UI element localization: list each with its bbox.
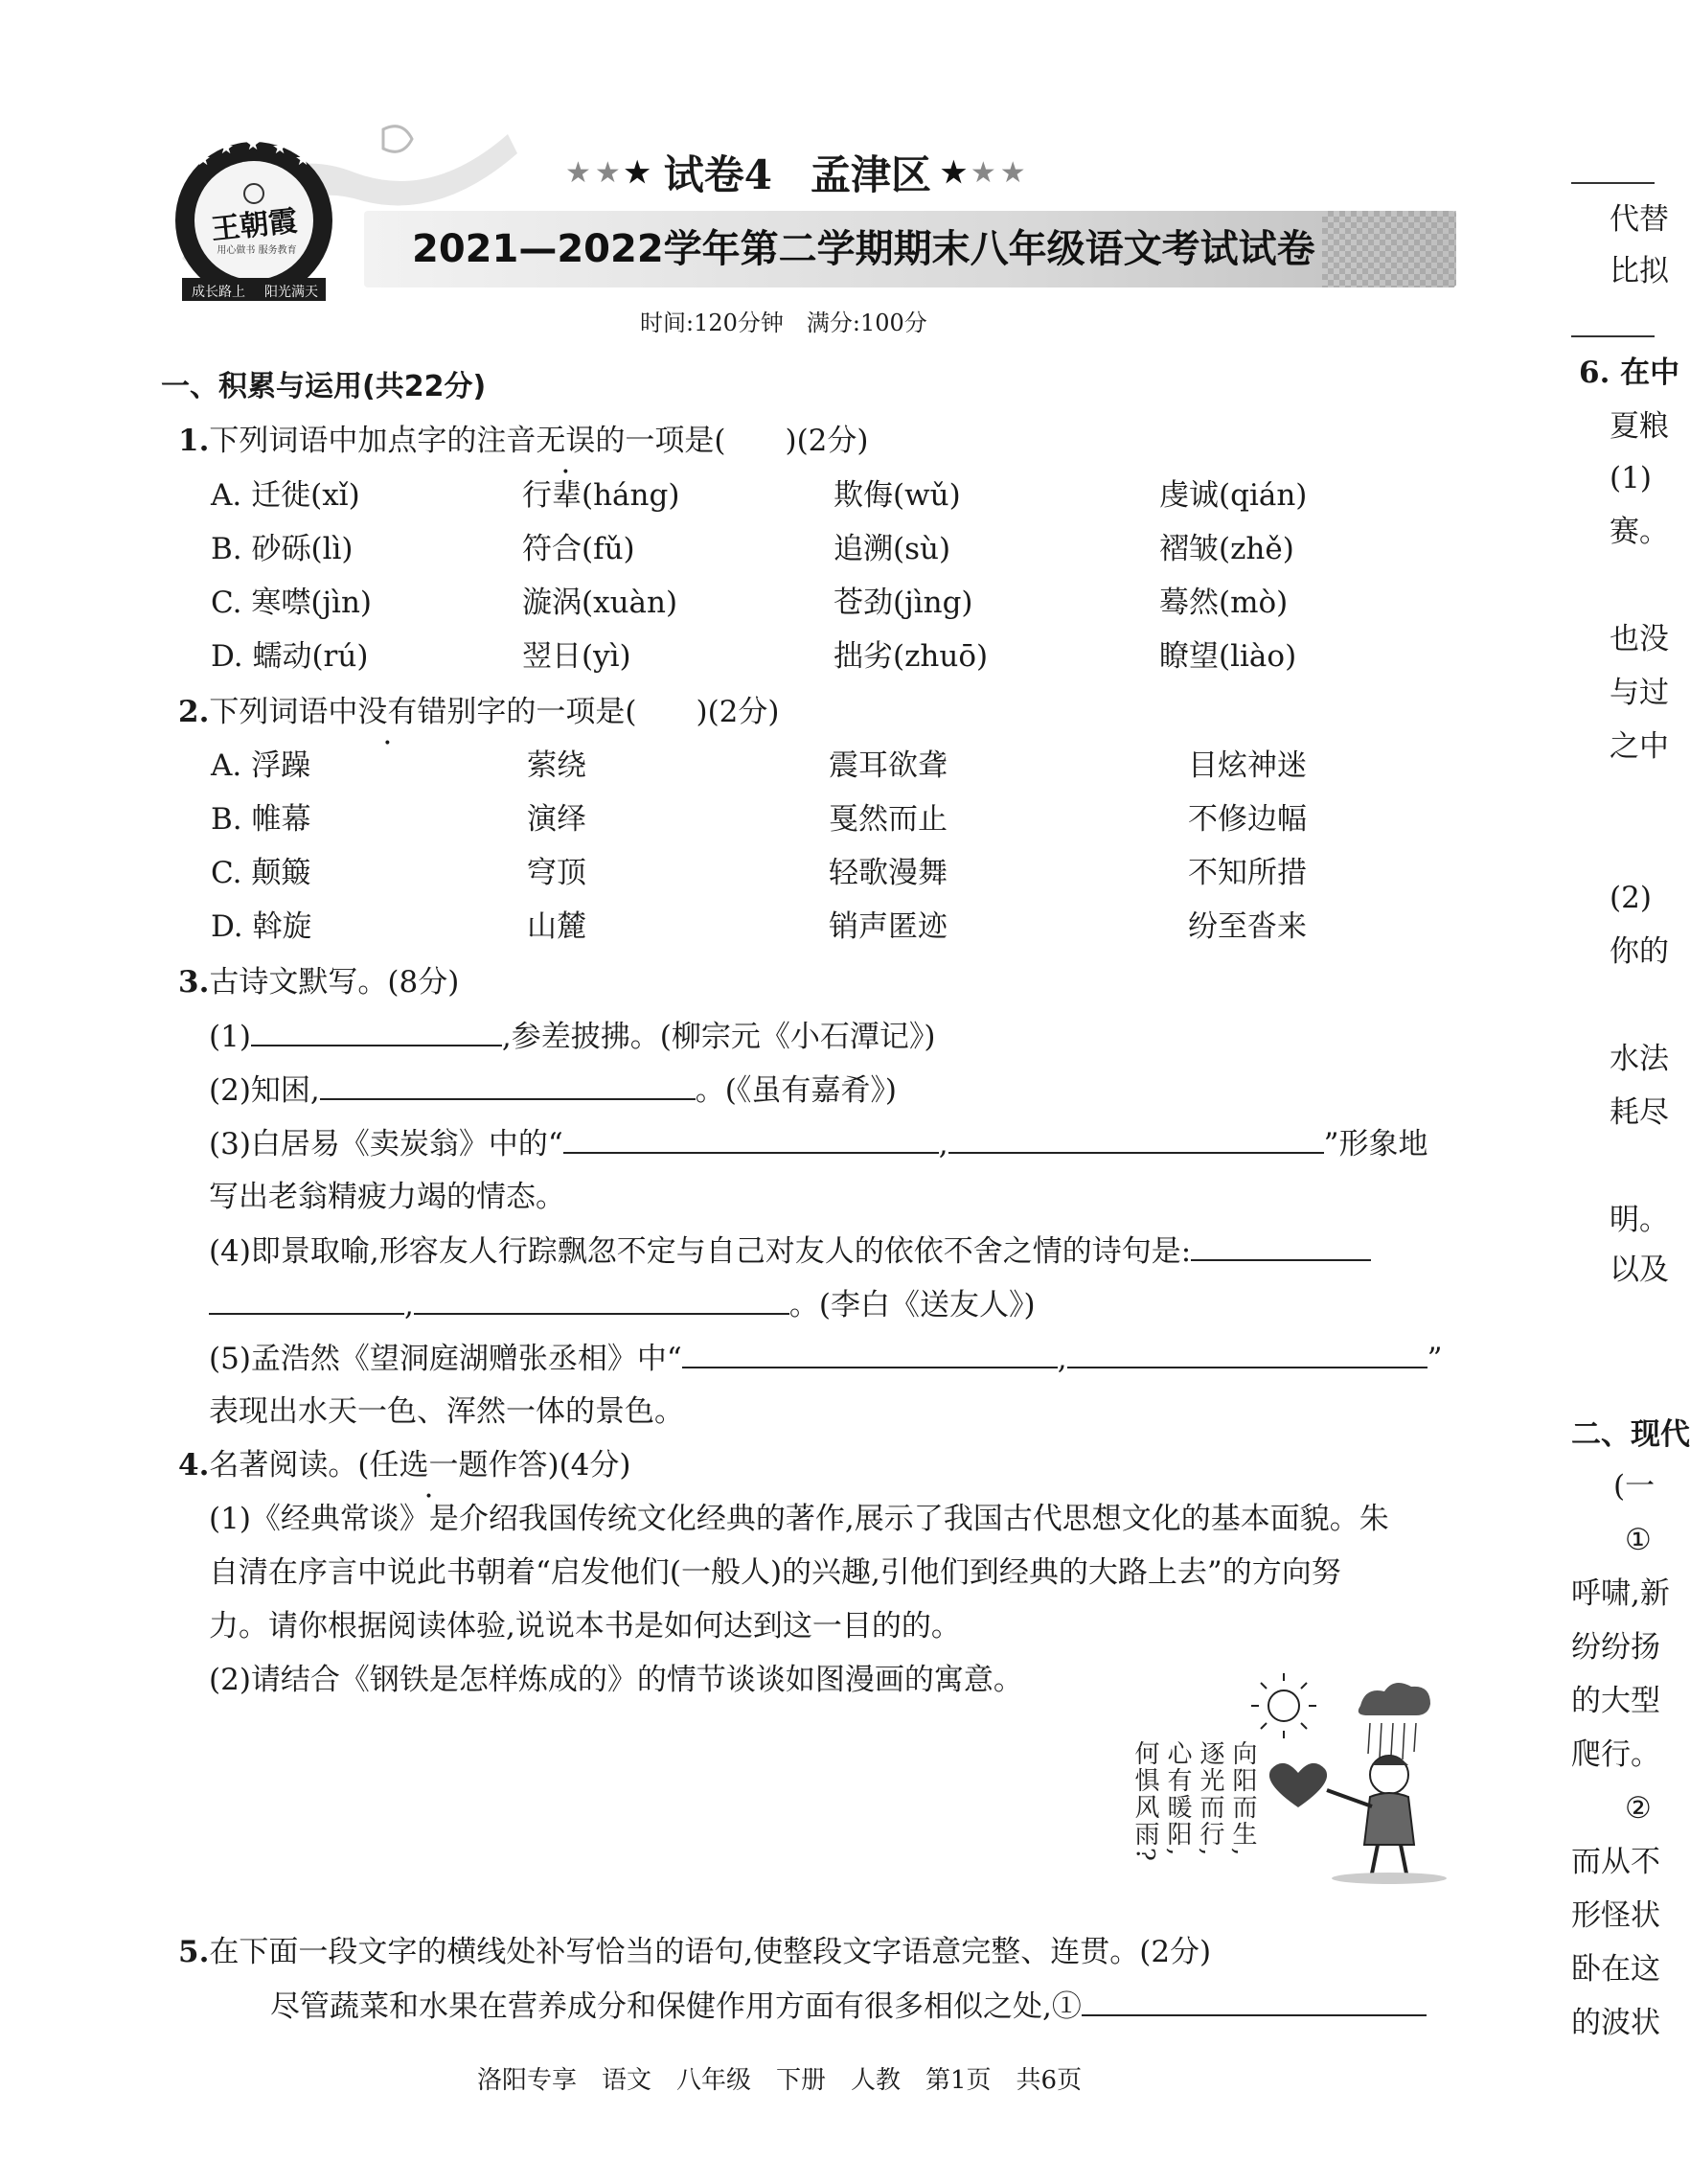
- svg-text:★: ★: [272, 138, 288, 158]
- answer-blank[interactable]: [1067, 1338, 1427, 1368]
- option-row: B. 帷幕 演绎 戛然而止 不修边幅: [211, 802, 1307, 837]
- q3-line-1: (1) ,参差披拂。(柳宗元《小石潭记》): [209, 1016, 935, 1057]
- page-footer: 洛阳专享 语文 八年级 下册 人教 第1页 共6页: [477, 2066, 1083, 2095]
- question-2-options: [211, 746, 1360, 960]
- q4-part1-line2: 自清在序言中说此书朝着“启发他们(一般人)的兴趣,引他们到经典的大路上去”的方向努: [209, 1555, 1341, 1590]
- district-name: 孟津区: [810, 151, 931, 198]
- q3-line-4: (4)即景取喻,形容友人行踪飘忽不定与自己对友人的依依不舍之情的诗句是:: [209, 1230, 1371, 1272]
- svg-text:★: ★: [295, 149, 311, 170]
- q4-part1-line1: (1)《经典常谈》是介绍我国传统文化经典的著作,展示了我国古代思想文化的基本面貌。朱: [209, 1502, 1389, 1536]
- option-row: C. 颠簸 穹顶 轻歌漫舞 不知所措: [211, 856, 1307, 890]
- emphasis-text: 任选一题: [369, 1448, 489, 1483]
- emphasis-text: 无误: [536, 424, 596, 458]
- option-row: C. 寒噤(jìn) 漩涡(xuàn) 苍劲(jìng) 蓦然(mò): [211, 586, 1289, 620]
- emphasis-text: 没有: [357, 695, 418, 729]
- q4-part2: (2)请结合《钢铁是怎样炼成的》的情节谈谈如图漫画的寓意。: [209, 1663, 1023, 1697]
- question-number: 1.: [178, 424, 210, 458]
- svg-text:★: ★: [218, 138, 235, 158]
- question-number: 4.: [178, 1448, 210, 1483]
- question-1-options: [211, 475, 1360, 690]
- question-number: 5.: [178, 1935, 210, 1969]
- answer-blank[interactable]: [1191, 1230, 1371, 1261]
- question-number: 3.: [178, 965, 210, 1000]
- q3-line-3: (3)白居易《卖炭翁》中的“ , ”形象地: [209, 1123, 1427, 1164]
- stars-left-icon: ★★★: [565, 155, 654, 190]
- time-info: 时间:120分钟 满分:100分: [640, 310, 927, 336]
- q3-line-3b: 写出老翁精疲力竭的情态。: [209, 1180, 565, 1214]
- sun-icon: [1251, 1673, 1316, 1738]
- answer-blank[interactable]: [251, 1016, 502, 1046]
- question-1-stem: 1.下列词语中加点字的注音无误的一项是( )(2分): [178, 424, 869, 458]
- banner-pattern: [1322, 211, 1456, 287]
- svg-text:★: ★: [195, 149, 212, 170]
- question-3-stem: 3.古诗文默写。(8分): [178, 965, 460, 1000]
- next-page-edge: 代替 比拟 6. 在中 夏粮 (1) 赛。 也没 与过 之中 (2) 你的 水法 耗尽 明。 以及 二、现代 (一 ① 呼啸,新 纷纷扬 的大型 爬行。 ② 而从不 形怪状 卧在这 的波状: [1571, 0, 1655, 2184]
- answer-blank[interactable]: [1082, 1986, 1427, 2016]
- header: [134, 115, 1456, 316]
- divider-line: [1571, 182, 1655, 184]
- question-5-stem: 5.在下面一段文字的横线处补写恰当的语句,使整段文字语意完整、连贯。(2分): [178, 1935, 1212, 1969]
- q4-part1-line3: 力。请你根据阅读体验,说说本书是如何达到这一目的的。: [209, 1609, 961, 1644]
- question-2-stem: 2.下列词语中没有错别字的一项是( )(2分): [178, 695, 780, 729]
- question-number: 2.: [178, 695, 210, 729]
- answer-blank[interactable]: [563, 1123, 939, 1154]
- paper-title-row: [565, 144, 1030, 201]
- q3-line-4b: , 。(李白《送友人》): [209, 1284, 1036, 1325]
- cartoon-illustration: [1130, 1667, 1447, 1888]
- option-row: A. 浮躁 萦绕 震耳欲聋 目炫神迷: [211, 748, 1307, 783]
- cartoon-figure-icon: [1255, 1667, 1447, 1888]
- q3-line-2: (2)知困, 。(《虽有嘉肴》): [209, 1069, 897, 1111]
- svg-text:★: ★: [245, 134, 262, 154]
- stars-right-icon: ★★★: [940, 155, 1030, 190]
- option-row: A. 迁徙(xǐ) 行辈(háng) 欺侮(wǔ) 虔诚(qián): [211, 478, 1308, 513]
- q5-line: 尽管蔬菜和水果在营养成分和保健作用方面有很多相似之处,①: [270, 1986, 1427, 2027]
- option-row: D. 蠕动(rú) 翌日(yì) 拙劣(zhuō) 瞭望(liào): [211, 639, 1297, 674]
- exam-title: 2021—2022学年第二学期期末八年级语文考试试卷: [412, 227, 1315, 271]
- publisher-logo: [163, 134, 345, 316]
- logo-name: 王朝霞: [209, 204, 299, 247]
- answer-blank[interactable]: [682, 1338, 1058, 1368]
- q3-line-5b: 表现出水天一色、浑然一体的景色。: [209, 1394, 684, 1429]
- logo-slogan-right: 阳光满天: [264, 285, 318, 300]
- paper-label: 试卷4: [663, 151, 772, 198]
- answer-blank[interactable]: [209, 1284, 404, 1315]
- logo-slogan-left: 成长路上: [192, 285, 245, 300]
- option-row: B. 砂砾(lì) 符合(fǔ) 追溯(sù) 褶皱(zhě): [211, 532, 1294, 566]
- answer-blank[interactable]: [320, 1069, 696, 1100]
- section-heading: 一、积累与运用(共22分): [161, 370, 487, 403]
- divider-line: [1571, 335, 1655, 337]
- question-4-stem: 4.名著阅读。(任选一题作答)(4分): [178, 1448, 631, 1483]
- logo-motto: 用心做书 服务教育: [217, 245, 297, 256]
- answer-blank[interactable]: [414, 1284, 789, 1315]
- cartoon-caption: 向阳而生, 逐光而行, 心有暖阳, 何惧风雨?: [1130, 1740, 1257, 1863]
- q3-line-5: (5)孟浩然《望洞庭湖赠张丞相》中“ , ”: [209, 1338, 1442, 1379]
- option-row: D. 斡旋 山麓 销声匿迹 纷至沓来: [211, 909, 1307, 944]
- answer-blank[interactable]: [948, 1123, 1324, 1154]
